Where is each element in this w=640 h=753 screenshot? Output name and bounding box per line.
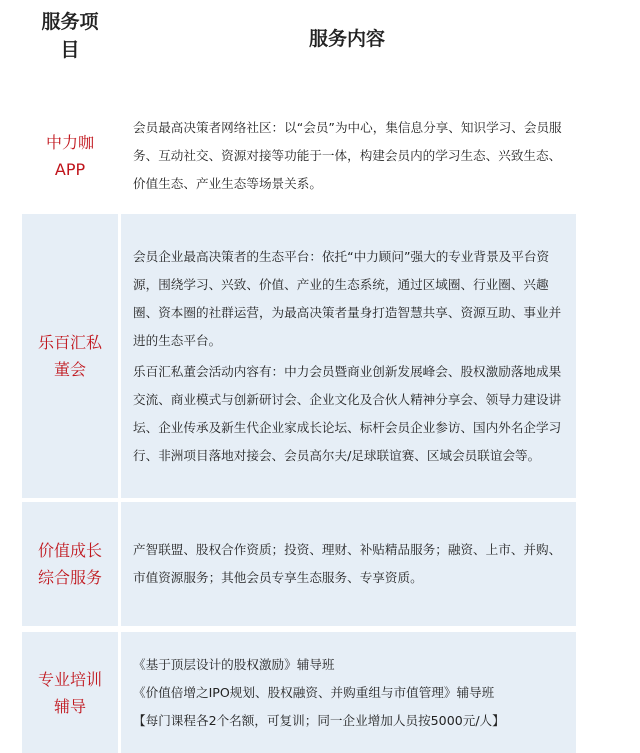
- header-service-item: 服务项目: [41, 11, 99, 61]
- header-service-content: 服务内容: [308, 28, 385, 50]
- table-row: [22, 502, 576, 626]
- service-content: [121, 502, 576, 626]
- service-name: 中力咖APP: [45, 133, 94, 179]
- service-content: [121, 104, 576, 208]
- service-content: [121, 214, 576, 498]
- content-line: 《价值倍增之IPO规划、股权融资、并购重组与市值管理》辅导班: [133, 684, 495, 700]
- table-row: [22, 214, 576, 498]
- content-paragraph: 会员最高决策者网络社区：以“会员”为中心，集信息分享、知识学习、会员服务、互动社交、资源对接等功能于一体，构建会员内的学习生态、兴致生态、价值生态、产业生态等场景关系。: [133, 120, 562, 191]
- table-row: [22, 632, 576, 753]
- content-paragraph: 会员企业最高决策者的生态平台：依托“中力顾问”强大的专业背景及平台资源，围绕学习、兴致、价值、产业的生态系统，通过区域圈、行业圈、兴趣圈、资本圈的社群运营，为最高决策者量身打造智慧共享、资源互助、事业并进的生态平台。: [133, 248, 562, 348]
- content-paragraph: 乐百汇私董会活动内容有：中力会员暨商业创新发展峰会、股权激励落地成果交流、商业模式与创新研讨会、企业文化及合伙人精神分享会、领导力建设讲坛、企业传承及新生代企业家成长论坛、标杆会员企业参访、国内外名企学习行、非洲项目落地对接会、会员高尔夫/足球联谊赛、区域会员联谊会等。: [133, 363, 562, 463]
- table-row: [22, 104, 576, 208]
- service-name: 专业培训辅导: [38, 669, 103, 716]
- service-name: 乐百汇私董会: [38, 333, 103, 379]
- content-paragraph: 产智联盟、股权合作资质；投资、理财、补贴精品服务；融资、上市、并购、市值资源服务；其他会员专享生态服务、专享资质。: [133, 542, 562, 585]
- service-name: 价值成长综合服务: [37, 541, 102, 587]
- service-content: [121, 632, 576, 753]
- services-table: [22, 0, 576, 753]
- content-line: 【每门课程各2个名额，可复训；同一企业增加人员按5000元/人】: [133, 712, 505, 728]
- table-header: [22, 0, 576, 104]
- content-line: 《基于顶层设计的股权激励》辅导班: [133, 656, 335, 672]
